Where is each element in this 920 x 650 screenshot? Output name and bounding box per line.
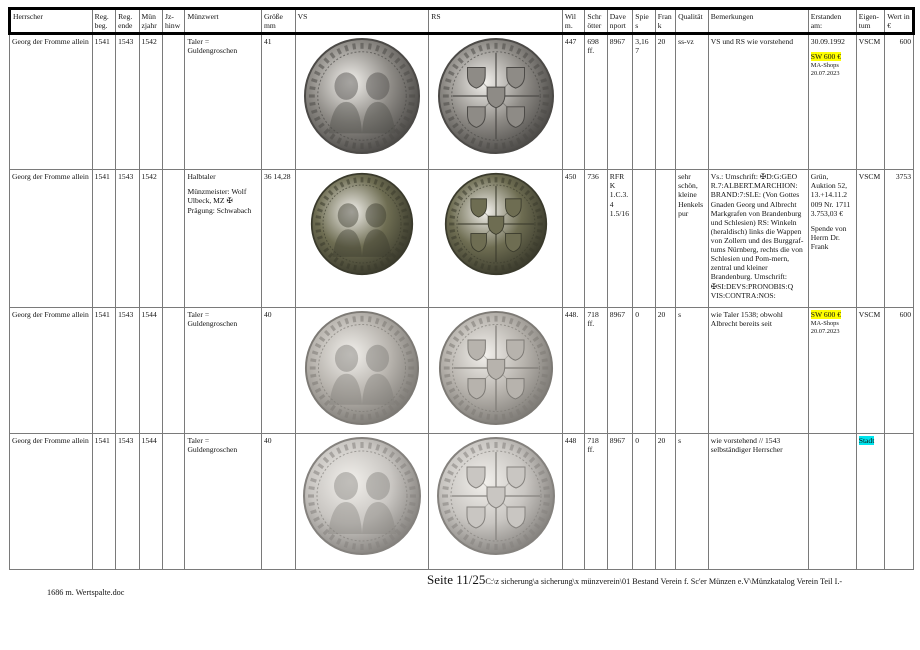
page-number: Seite 11/25 xyxy=(427,572,486,587)
cell-reg-ende: 1543 xyxy=(116,434,139,570)
page-footer xyxy=(427,572,842,588)
col-header-spies: Spie s xyxy=(633,9,655,34)
erstanden-date: Grün, Auktion 52, 13.+14.11.2 009 Nr. 1711 3.753,03 € xyxy=(810,172,851,218)
col-header-vs: VS xyxy=(295,9,429,34)
col-header-qualitaet: Qualität xyxy=(676,9,709,34)
cell-vs-image xyxy=(295,308,429,434)
cell-wilm: 447 xyxy=(562,34,584,170)
col-header-reg-ende: Reg. ende xyxy=(116,9,139,34)
cell-reg-ende: 1543 xyxy=(116,34,139,170)
col-header-bemerkungen: Bemerkungen xyxy=(708,9,808,34)
coin-obverse-image xyxy=(310,172,414,276)
cell-davenport: RFR K 1.C.3. 4 1.5/16 xyxy=(607,170,633,308)
cell-rs-image xyxy=(429,170,563,308)
cell-reg-ende: 1543 xyxy=(116,170,139,308)
cell-reg-beg: 1541 xyxy=(92,308,115,434)
cell-wilm: 450 xyxy=(562,170,584,308)
file-path: C:\z sicherung\a sicherung\x münzverein\01 Bestand Verein f. Sc'er Münzen e.V\Münzkatalog Verein Teil I.- xyxy=(485,577,843,586)
col-header-eigentum: Eigen-tum xyxy=(856,9,885,34)
cell-davenport: 8967 xyxy=(607,34,633,170)
cell-frank: 20 xyxy=(655,308,675,434)
cell-qualitaet: ss-vz xyxy=(676,34,709,170)
cell-herrscher: Georg der Fromme allein xyxy=(10,308,93,434)
muenzmeister-text: Münzmeister: Wolf Ulbeck, MZ ✠ xyxy=(187,187,247,206)
cell-wert: 3753 xyxy=(885,170,914,308)
cell-davenport: 8967 xyxy=(607,434,633,570)
table-row xyxy=(10,170,914,308)
cell-wert xyxy=(885,434,914,570)
cell-groesse: 40 xyxy=(261,434,295,570)
cell-erstanden xyxy=(808,308,856,434)
cell-rs-image xyxy=(429,308,563,434)
col-header-davenport: Dave nport xyxy=(607,9,633,34)
coin-catalog-table xyxy=(8,7,915,570)
col-header-jz-hinw: Jz-hinw xyxy=(163,9,185,34)
cell-groesse: 40 xyxy=(261,308,295,434)
cell-qualitaet: s xyxy=(676,434,709,570)
erstanden-note: MA-Shops 20.07.2023 xyxy=(810,320,840,336)
coin-reverse-image xyxy=(437,37,555,155)
cell-jz-hinw xyxy=(163,170,185,308)
cell-wert: 600 xyxy=(885,34,914,170)
cell-eigentum xyxy=(856,434,885,570)
erstanden-date: 30.09.1992 xyxy=(810,37,845,47)
col-header-muenzjahr: Mün zjahr xyxy=(139,9,162,34)
price-highlight: SW 600 € xyxy=(810,310,842,320)
cell-muenzjahr: 1542 xyxy=(139,34,162,170)
cell-davenport: 8967 xyxy=(607,308,633,434)
cell-herrscher: Georg der Fromme allein xyxy=(10,34,93,170)
erstanden-note: Spende von Herrn Dr. Frank xyxy=(810,223,847,251)
file-name: 1686 m. Wertspalte.doc xyxy=(47,588,125,597)
price-highlight: SW 600 € xyxy=(810,52,842,62)
col-header-herrscher: Herrscher xyxy=(10,9,93,34)
muenzwert-label: Halbtaler xyxy=(187,172,216,182)
coin-reverse-image xyxy=(444,172,548,276)
cell-muenzwert xyxy=(185,170,262,308)
cell-qualitaet: s xyxy=(676,308,709,434)
col-header-rs: RS xyxy=(429,9,563,34)
catalog-page xyxy=(8,7,915,570)
col-header-wert: Wert in € xyxy=(885,9,914,34)
cell-groesse: 41 xyxy=(261,34,295,170)
coin-reverse-image xyxy=(436,436,556,556)
cell-spies: 3,16 7 xyxy=(633,34,655,170)
cell-spies: 0 xyxy=(633,308,655,434)
cell-eigentum: VSCM xyxy=(856,308,885,434)
cell-bemerkungen: Vs.: Umschrift: ✠D:G:GEO R.7:ALBERT.MARCHION: BRAND:7:SLE: (Von Gottes Gnaden Georg und Albrecht Markgrafen von Brandenburg und Schlesien) RS: Winkeln (heraldisch) links die Wappen von Zollern und des Burggraf-tums Nürnberg, rechts die von Schlesien und Pom-mern, zentral und kleiner Brandenburg. Umschrift: ✠SI:DEVS:PRONOBIS:Q VIS:CONTRA:NOS: xyxy=(708,170,808,308)
cell-reg-beg: 1541 xyxy=(92,434,115,570)
cell-muenzwert: Taler = Guldengroschen xyxy=(185,434,262,570)
cell-jz-hinw xyxy=(163,308,185,434)
cell-eigentum: VSCM xyxy=(856,170,885,308)
cell-spies xyxy=(633,170,655,308)
cell-herrscher: Georg der Fromme allein xyxy=(10,170,93,308)
cell-wert: 600 xyxy=(885,308,914,434)
col-header-schroetter: Schr ötter xyxy=(585,9,607,34)
cell-spies: 0 xyxy=(633,434,655,570)
cell-rs-image xyxy=(429,434,563,570)
col-header-muenzwert: Münzwert xyxy=(185,9,262,34)
table-row xyxy=(10,434,914,570)
praegung-text: Prägung: Schwabach xyxy=(187,205,252,215)
cell-eigentum: VSCM xyxy=(856,34,885,170)
cell-vs-image xyxy=(295,170,429,308)
cell-reg-ende: 1543 xyxy=(116,308,139,434)
cell-erstanden xyxy=(808,170,856,308)
coin-obverse-image xyxy=(303,37,421,155)
cell-jz-hinw xyxy=(163,434,185,570)
cell-frank: 20 xyxy=(655,34,675,170)
coin-reverse-image xyxy=(438,310,554,426)
cell-vs-image xyxy=(295,34,429,170)
cell-schroetter: 718 ff. xyxy=(585,308,607,434)
cell-muenzjahr: 1542 xyxy=(139,170,162,308)
cell-groesse: 36 14,28 xyxy=(261,170,295,308)
cell-bemerkungen: wie Taler 1538; obwohl Albrecht bereits seit xyxy=(708,308,808,434)
coin-obverse-image xyxy=(304,310,420,426)
owner-highlight: Stadt xyxy=(858,436,875,446)
cell-bemerkungen: wie vorstehend // 1543 selbständiger Herrscher xyxy=(708,434,808,570)
coin-obverse-image xyxy=(302,436,422,556)
cell-erstanden xyxy=(808,434,856,570)
cell-vs-image xyxy=(295,434,429,570)
cell-muenzwert: Taler = Guldengroschen xyxy=(185,34,262,170)
table-row xyxy=(10,34,914,170)
cell-wilm: 448 xyxy=(562,434,584,570)
cell-muenzjahr: 1544 xyxy=(139,308,162,434)
col-header-erstanden: Erstanden am: xyxy=(808,9,856,34)
cell-schroetter: 718 ff. xyxy=(585,434,607,570)
cell-herrscher: Georg der Fromme allein xyxy=(10,434,93,570)
col-header-groesse: Größe mm xyxy=(261,9,295,34)
cell-schroetter: 736 xyxy=(585,170,607,308)
col-header-frank: Fran k xyxy=(655,9,675,34)
cell-jz-hinw xyxy=(163,34,185,170)
cell-rs-image xyxy=(429,34,563,170)
erstanden-note: MA-Shops 20.07.2023 xyxy=(810,62,840,78)
cell-schroetter: 698 ff. xyxy=(585,34,607,170)
cell-reg-beg: 1541 xyxy=(92,34,115,170)
cell-frank xyxy=(655,170,675,308)
table-row xyxy=(10,308,914,434)
cell-reg-beg: 1541 xyxy=(92,170,115,308)
cell-qualitaet: sehr schön, kleine Henkels pur xyxy=(676,170,709,308)
header-row xyxy=(10,9,914,34)
cell-muenzjahr: 1544 xyxy=(139,434,162,570)
cell-bemerkungen: VS und RS wie vorstehend xyxy=(708,34,808,170)
col-header-reg-beg: Reg. beg. xyxy=(92,9,115,34)
cell-frank: 20 xyxy=(655,434,675,570)
cell-wilm: 448. xyxy=(562,308,584,434)
cell-erstanden xyxy=(808,34,856,170)
cell-muenzwert: Taler = Guldengroschen xyxy=(185,308,262,434)
col-header-wilm: Wil m. xyxy=(562,9,584,34)
